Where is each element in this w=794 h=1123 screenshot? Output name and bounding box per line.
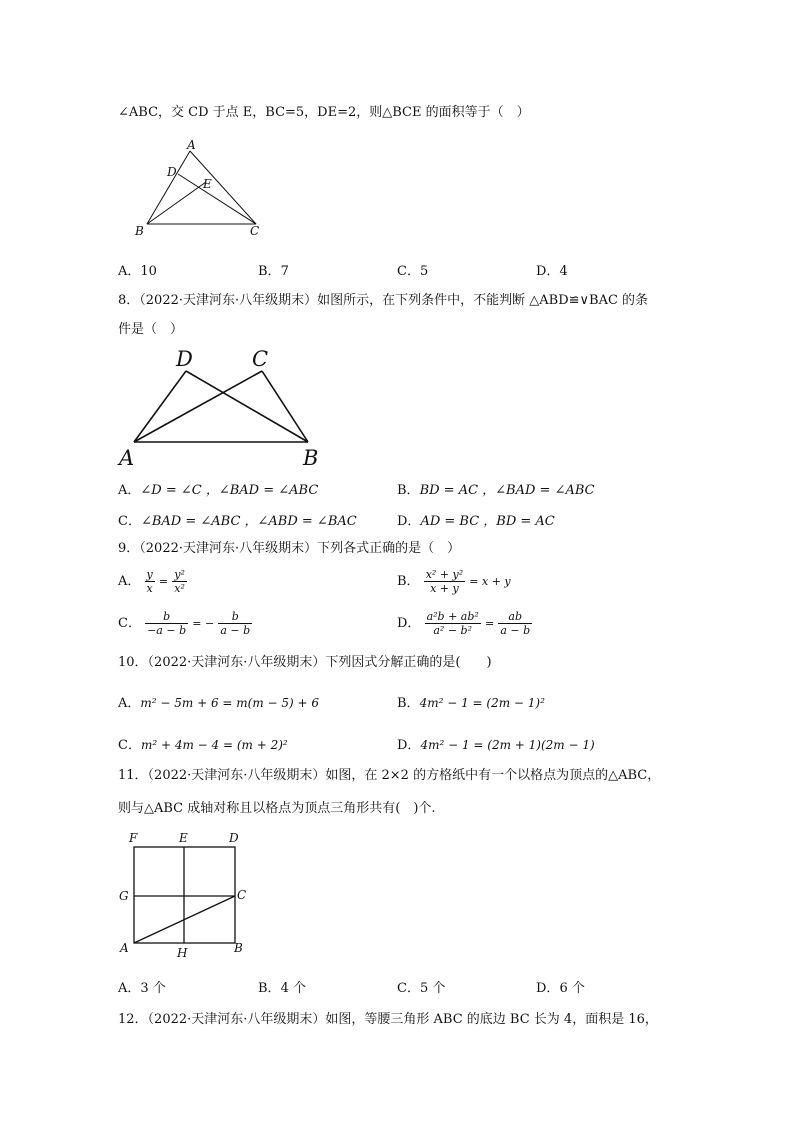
q11-label-g: G: [119, 889, 129, 903]
q9-option-b[interactable]: B． $\frac{\text{x² + y²}}{x + y}$ = x + y: [397, 568, 511, 595]
q12-stem-line1: 12．（2022·天津河东·八年级期末）如图，等腰三角形 ABC 的底边 BC 长为 4，面积是 16，: [118, 1012, 658, 1027]
q8-option-b[interactable]: B．BD = AC ，∠BAD = ∠ABC: [397, 483, 595, 498]
q8-label-d: D: [176, 347, 193, 371]
q11-label-d: D: [229, 831, 239, 845]
q7-triangle-figure: [130, 138, 270, 240]
q8-stem-line2: 件是（ ）: [118, 322, 184, 337]
q11-option-c[interactable]: C．5 个: [397, 981, 446, 996]
q9-option-d[interactable]: D． $\frac{\text{a²b + ab²}}{\text{a² − b²}}$ = $\frac{ab}{a - b}$: [397, 610, 531, 637]
q11-option-d[interactable]: D．6 个: [536, 981, 585, 996]
q8-label-b: B: [303, 446, 319, 470]
q9-option-a[interactable]: A． $\frac{y}{x}$ = $\frac{\text{y²}}{\text{x²}}$: [118, 568, 185, 595]
q8-option-d[interactable]: D．AD = BC ，BD = AC: [397, 514, 555, 529]
q11-label-c: C: [237, 888, 247, 902]
q11-option-b[interactable]: B．4 个: [258, 981, 306, 996]
q11-label-b: B: [234, 941, 243, 955]
q11-label-f: F: [129, 831, 138, 845]
q11-label-h: H: [177, 946, 188, 960]
q8-label-a: A: [119, 446, 135, 470]
q10-option-c[interactable]: C．m² + 4m − 4 = (m + 2)²: [118, 738, 288, 753]
q7-stem-tail: ∠ABC，交 CD 于点 E，BC=5，DE=2，则△BCE 的面积等于（ ）: [118, 105, 530, 120]
q10-option-d[interactable]: D．4m² − 1 = (2m + 1)(2m − 1): [397, 738, 595, 753]
q11-label-a: A: [120, 941, 129, 955]
q10-option-b[interactable]: B．4m² − 1 = (2m − 1)²: [397, 696, 545, 711]
q9-option-c[interactable]: C． $\frac{b}{-a - b}$ = − $\frac{b}{a - b}$: [118, 610, 251, 637]
q9-stem: 9．（2022·天津河东·八年级期末）下列各式正确的是（ ）: [118, 541, 461, 556]
q7-option-a[interactable]: A．10: [118, 264, 157, 279]
q7-label-a: A: [187, 138, 196, 152]
q8-option-c[interactable]: C．∠BAD = ∠ABC ，∠ABD = ∠BAC: [118, 514, 357, 529]
q8-option-a[interactable]: A．∠D = ∠C ，∠BAD = ∠ABC: [118, 483, 319, 498]
q7-option-b[interactable]: B．7: [258, 264, 289, 279]
q10-option-a[interactable]: A．m² − 5m + 6 = m(m − 5) + 6: [118, 696, 320, 711]
q7-label-e: E: [203, 177, 212, 191]
q7-label-c: C: [250, 224, 260, 238]
q11-grid-figure: [114, 828, 254, 962]
q8-crossed-triangles-figure: [116, 344, 330, 470]
q7-label-d: D: [167, 165, 177, 179]
q8-stem-line1: 8．（2022·天津河东·八年级期末）如图所示，在下列条件中，不能判断 △ABD≌∨BAC 的条: [118, 293, 649, 308]
q11-stem-line2: 则与△ABC 成轴对称且以格点为顶点三角形共有( )个.: [118, 801, 436, 816]
q11-label-e: E: [179, 831, 188, 845]
q8-label-c: C: [252, 347, 269, 371]
q10-stem: 10．（2022·天津河东·八年级期末）下列因式分解正确的是( ): [118, 655, 492, 670]
q11-stem-line1: 11．（2022·天津河东·八年级期末）如图，在 2×2 的方格纸中有一个以格点为顶点的△ABC，: [118, 768, 661, 783]
q7-label-b: B: [135, 224, 144, 238]
q7-option-c[interactable]: C．5: [397, 264, 429, 279]
q7-option-d[interactable]: D．4: [536, 264, 568, 279]
q11-option-a[interactable]: A．3 个: [118, 981, 166, 996]
